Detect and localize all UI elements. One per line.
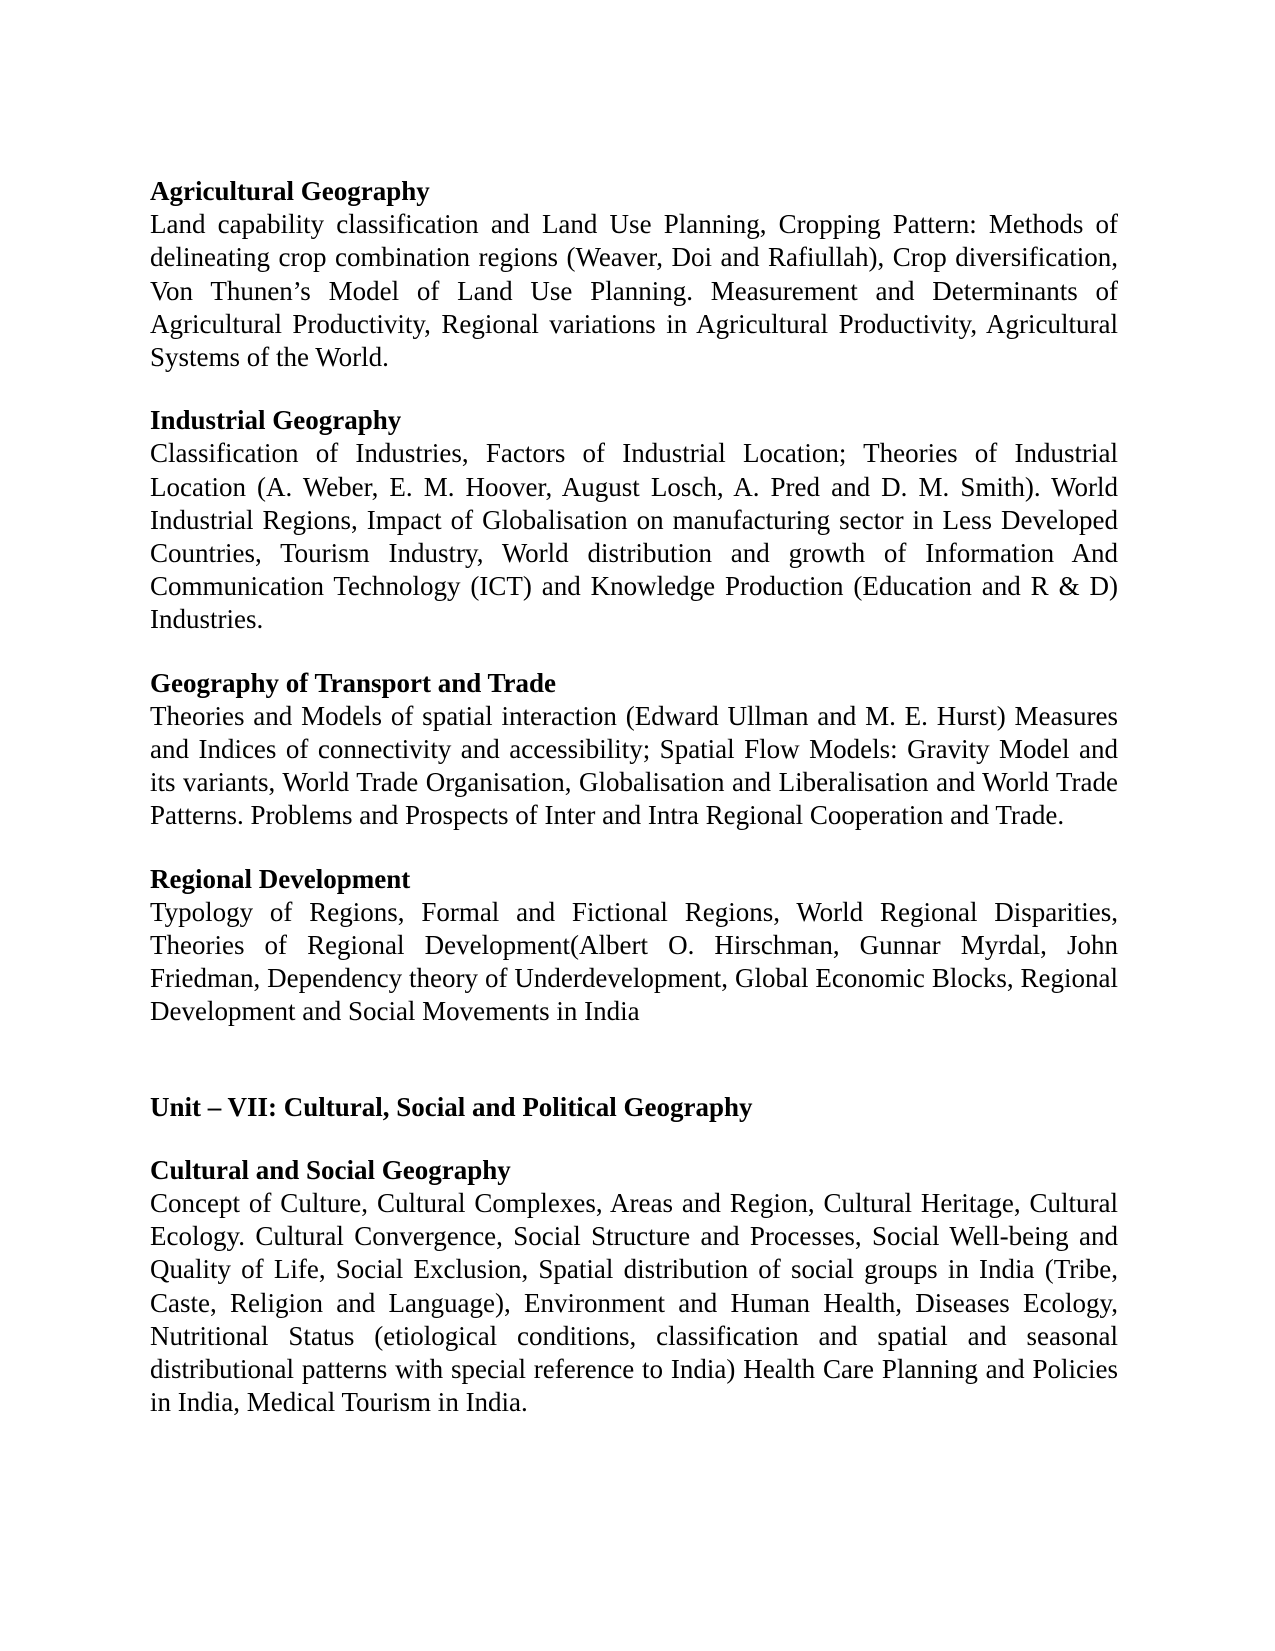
section-cultural-and-social-geography [150, 1154, 1118, 1420]
section-agricultural-geography [150, 175, 1118, 374]
section-body: Typology of Regions, Formal and Fictional Regions, World Regional Disparities, Theories of Regional Development(Albert O. Hirschman, Gunnar Myrdal, John Friedman, Dependency theory of Underdevelopment, Global Economic Blocks, Regional Development and Social Movements in India [150, 896, 1118, 1027]
section-body: Land capability classification and Land Use Planning, Cropping Pattern: Methods of delineating crop combination regions (Weaver, Doi and Rafiullah), Crop diversification, Von Thunen’s Model of Land Use Planning. Measurement and Determinants of Agricultural Productivity, Regional variations in Agricultural Productivity, Agricultural Systems of the World. [150, 209, 1118, 373]
section-transport-and-trade [150, 667, 1118, 833]
section-body: Theories and Models of spatial interaction (Edward Ullman and M. E. Hurst) Measures and Indices of connectivity and accessibility; Spatial Flow Models: Gravity Model and its variants, World Trade Organisation, Globalisation and Liberalisation and World Trade Patterns. Problems and Prospects of Inter and Intra Regional Cooperation and Trade. [150, 700, 1118, 831]
section-industrial-geography [150, 404, 1118, 636]
section-body: Classification of Industries, Factors of Industrial Location; Theories of Industrial Location (A. Weber, E. M. Hoover, August Losch, A. Pred and D. M. Smith). World Industrial Regions, Impact of Globalisation on manufacturing sector in Less Developed Countries, Tourism Industry, World distribution and growth of Information And Communication Technology (ICT) and Knowledge Production (Education and R & D) Industries. [150, 438, 1118, 635]
section-heading: Geography of Transport and Trade [150, 667, 557, 698]
section-heading: Regional Development [150, 863, 411, 894]
unit-heading: Unit – VII: Cultural, Social and Political Geography [150, 1091, 753, 1122]
section-heading: Cultural and Social Geography [150, 1154, 511, 1185]
section-regional-development [150, 863, 1118, 1029]
section-heading: Agricultural Geography [150, 176, 430, 206]
section-heading: Industrial Geography [150, 405, 402, 436]
section-body: Concept of Culture, Cultural Complexes, Areas and Region, Cultural Heritage, Cultural Ecology. Cultural Convergence, Social Structure and Processes, Social Well-being and Quality of Life, Social Exclusion, Spatial distribution of social groups in India (Tribe, Caste, Religion and Language), Environment and Human Health, Diseases Ecology, Nutritional Status (etiological conditions, classification and spatial and seasonal distributional patterns with special reference to India) Health Care Planning and Policies in India, Medical Tourism in India. [150, 1188, 1118, 1418]
document-page [150, 175, 1118, 1420]
